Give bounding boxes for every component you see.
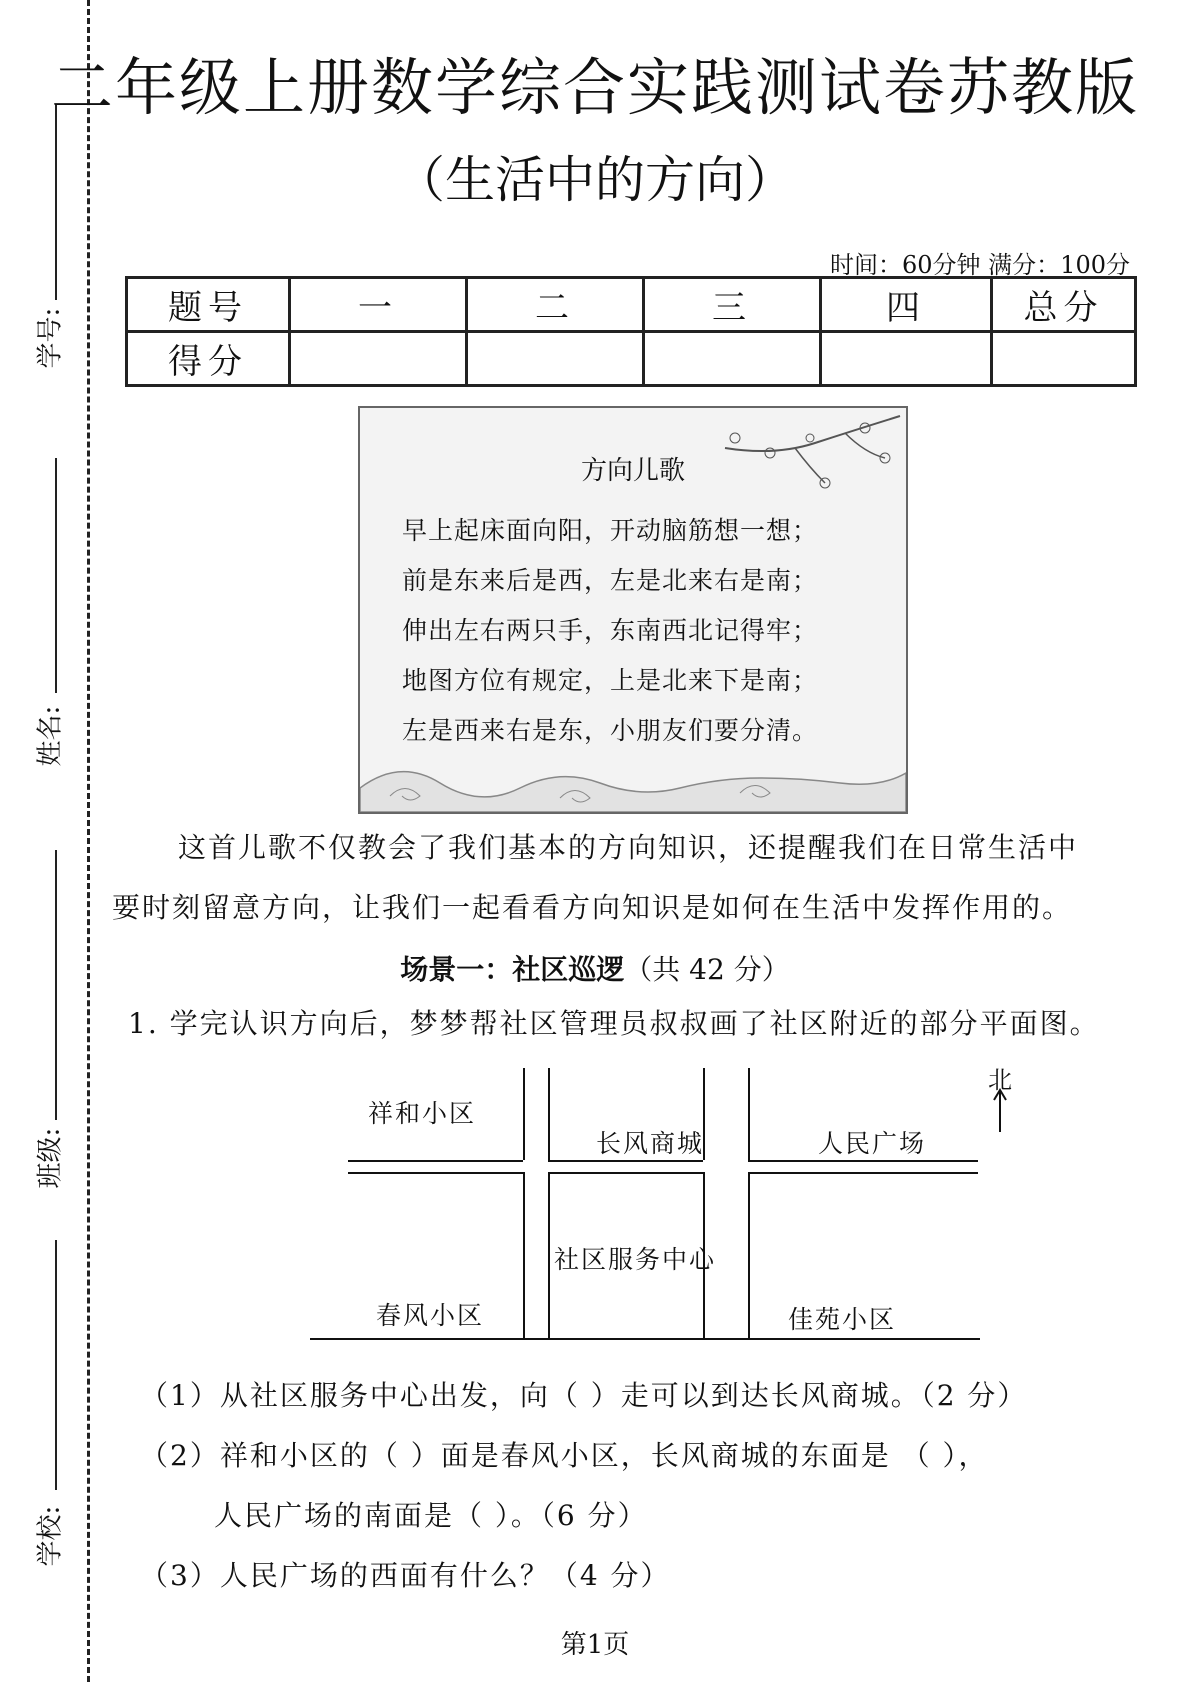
question-1: 1. 学完认识方向后，梦梦帮社区管理员叔叔画了社区附近的部分平面图。 bbox=[128, 1007, 1100, 1040]
page-number: 第1页 bbox=[560, 1630, 630, 1660]
score-table bbox=[125, 276, 1137, 387]
score-header-cell: 三 bbox=[644, 278, 821, 332]
poem-line: 地图方位有规定，上是北来下是南； bbox=[402, 666, 819, 695]
school-label: 学校: bbox=[35, 1505, 66, 1567]
name-line bbox=[55, 458, 57, 693]
score-header-row bbox=[127, 278, 1136, 332]
map-label-jiayuan: 佳苑小区 bbox=[788, 1305, 897, 1334]
north-arrow-icon bbox=[992, 1088, 1008, 1132]
map-label-xianghe: 祥和小区 bbox=[368, 1099, 477, 1128]
road-line bbox=[748, 1160, 978, 1162]
road-line bbox=[748, 1172, 750, 1338]
community-map bbox=[290, 1060, 1040, 1360]
question-1-2b: 人民广场的南面是（ ）。（6 分） bbox=[214, 1499, 648, 1532]
score-row-label: 得分 bbox=[127, 332, 290, 386]
score-input-cell[interactable] bbox=[992, 332, 1136, 386]
intro-line-1: 这首儿歌不仅教会了我们基本的方向知识，还提醒我们在日常生活中 bbox=[178, 831, 1079, 864]
page-title: 二年级上册数学综合实践测试卷苏教版 bbox=[50, 51, 1139, 124]
exam-meta: 时间：60分钟 满分：100分 bbox=[830, 251, 1130, 279]
road-line bbox=[310, 1338, 980, 1340]
road-line bbox=[348, 1160, 523, 1162]
cloud-decoration-icon bbox=[360, 738, 906, 812]
poem-line: 伸出左右两只手，东南西北记得牢； bbox=[402, 616, 819, 645]
question-1-3: （3）人民广场的西面有什么？（4 分） bbox=[140, 1559, 671, 1592]
score-header-cell: 四 bbox=[821, 278, 992, 332]
poem-line: 早上起床面向阳，开动脑筋想一想； bbox=[402, 516, 819, 545]
score-input-cell[interactable] bbox=[821, 332, 992, 386]
poem-box bbox=[358, 406, 908, 814]
road-line bbox=[523, 1172, 525, 1338]
school-line bbox=[55, 1240, 57, 1490]
poem-line: 前是东来后是西，左是北来右是南； bbox=[402, 566, 819, 595]
map-label-chunfeng: 春风小区 bbox=[376, 1301, 485, 1330]
road-line bbox=[348, 1172, 523, 1174]
map-label-renmin: 人民广场 bbox=[818, 1129, 927, 1158]
score-header-cell: 题号 bbox=[127, 278, 290, 332]
question-1-1: （1）从社区服务中心出发，向（ ）走可以到达长风商城。（2 分） bbox=[140, 1379, 1028, 1412]
question-1-2a: （2）祥和小区的（ ）面是春风小区，长风商城的东面是 （ ）， bbox=[140, 1439, 989, 1472]
score-header-cell: 二 bbox=[467, 278, 644, 332]
map-label-service-center: 社区服务中心 bbox=[554, 1245, 717, 1274]
binding-dashed-line bbox=[87, 0, 90, 1682]
road-line bbox=[548, 1160, 703, 1162]
score-input-cell[interactable] bbox=[644, 332, 821, 386]
score-input-cell[interactable] bbox=[290, 332, 467, 386]
score-value-row bbox=[127, 332, 1136, 386]
name-label: 姓名: bbox=[35, 705, 66, 767]
poem-line: 左是西来右是东，小朋友们要分清。 bbox=[402, 716, 819, 745]
class-label: 班级: bbox=[35, 1127, 66, 1189]
page-subtitle: （生活中的方向） bbox=[395, 151, 795, 209]
student-id-label: 学号: bbox=[35, 307, 66, 369]
score-input-cell[interactable] bbox=[467, 332, 644, 386]
section-heading bbox=[0, 948, 1190, 988]
road-line bbox=[548, 1068, 550, 1160]
section-points: （共 42 分） bbox=[624, 953, 790, 986]
score-header-cell: 一 bbox=[290, 278, 467, 332]
intro-line-2: 要时刻留意方向，让我们一起看看方向知识是如何在生活中发挥作用的。 bbox=[112, 891, 1073, 924]
road-line bbox=[748, 1172, 978, 1174]
score-header-cell: 总分 bbox=[992, 278, 1136, 332]
section-title: 场景一：社区巡逻 bbox=[400, 953, 625, 986]
road-line bbox=[548, 1172, 550, 1338]
road-line bbox=[523, 1068, 525, 1160]
map-label-changfeng: 长风商城 bbox=[596, 1129, 705, 1158]
north-label: 北 bbox=[988, 1066, 1014, 1094]
road-line bbox=[548, 1172, 703, 1174]
poem-title: 方向儿歌 bbox=[580, 456, 685, 486]
road-line bbox=[748, 1068, 750, 1160]
